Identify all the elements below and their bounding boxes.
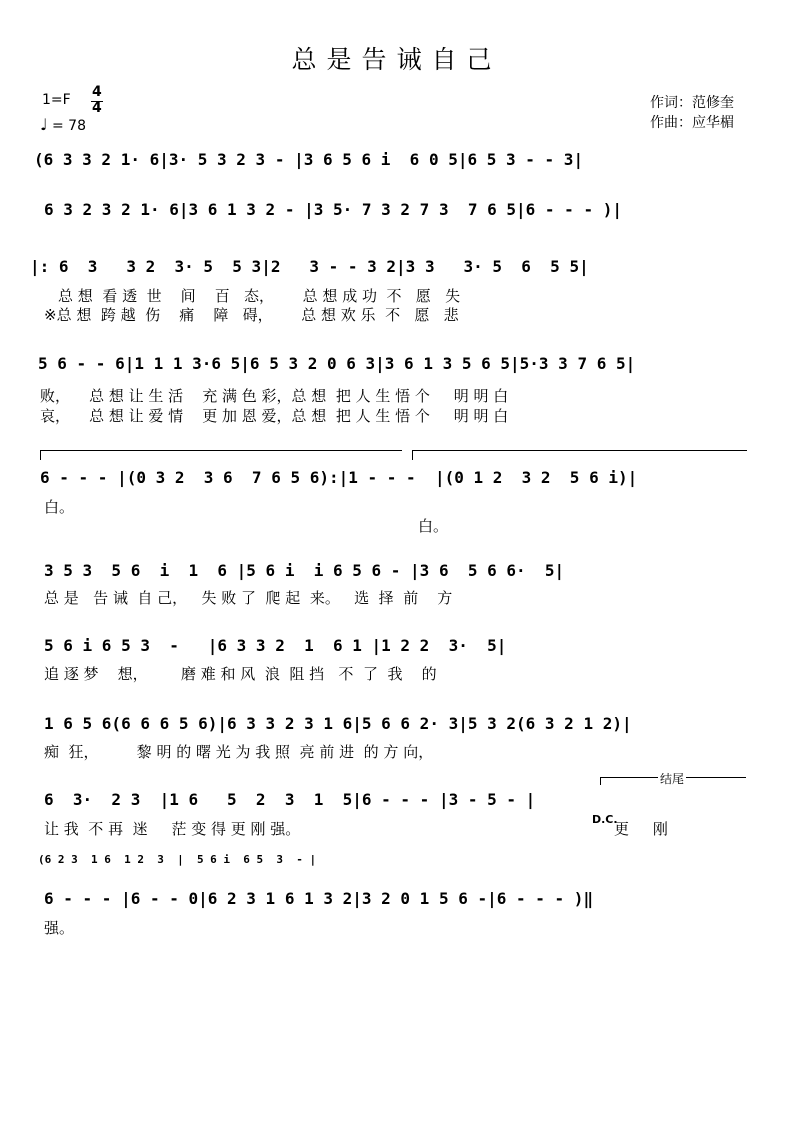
notation-row-8: 1 6 5 6(6 6 6 5 6)|6 3 3 2 3 1 6|5 6 6 2· 3|5 3 2(6 3 2 1 2)| [44, 714, 632, 733]
coda-label: 结尾 [660, 772, 685, 786]
notation-row-4: 5 6 - - 6|1 1 1 3·6 5|6 5 3 2 0 6 3|3 6 1 3 5 6 5|5·3 3 7 6 5| [38, 354, 636, 373]
first-ending-bracket-left [40, 450, 41, 460]
lyrics-row-6: 总 是 告 诫 自 己， 失 败 了 爬 起 来。 选 择 前 方 [44, 589, 453, 607]
time-signature-bottom: 4 [92, 100, 102, 116]
lyrics-row-8: 痴 狂， 黎 明 的 曙 光 为 我 照 亮 前 进 的 方 向， [44, 743, 434, 761]
dc-marking: D.C. [592, 813, 618, 826]
coda-lyrics: 更 刚 [614, 820, 668, 838]
lyrics-row-5-ending-2: 白。 [418, 517, 449, 535]
time-signature-top: 4 [92, 84, 102, 100]
lyrics-row-11: 强。 [44, 919, 75, 937]
lyrics-row-4-verse-2: 哀， 总 想 让 爱 情 更 加 恩 爱，总 想 把 人 生 悟 个 明 明 白 [40, 407, 509, 425]
first-ending-bracket [40, 450, 402, 451]
quarter-note-icon: ♩ [40, 115, 48, 134]
composer-credit: 作曲：应华楣 [650, 115, 734, 131]
second-ending-bracket-left [412, 450, 413, 460]
lyrics-row-7: 追 逐 梦 想， 磨 难 和 风 浪 阻 挡 不 了 我 的 [44, 665, 437, 683]
lyrics-row-4-verse-1: 败， 总 想 让 生 活 充 满 色 彩，总 想 把 人 生 悟 个 明 明 白 [40, 387, 509, 405]
tempo-marking: = 78 [52, 118, 86, 134]
notation-row-1: (6 3 3 2 1· 6|3· 5 3 2 3 - |3 6 5 6 i 6 0 5|6 5 3 - - 3| [34, 150, 584, 169]
notation-row-3: |: 6 3 3 2 3· 5 5 3|2 3 - - 3 2|3 3 3· 5 6 5 5| [30, 257, 589, 276]
notation-row-7: 5 6 i 6 5 3 - |6 3 3 2 1 6 1 |1 2 2 3· 5| [44, 636, 507, 655]
lyrics-row-5-ending-1: 白。 [44, 498, 75, 516]
lyrics-row-9: 让 我 不 再 迷 茫 变 得 更 刚 强。 [44, 820, 301, 838]
lyrics-row-3-verse-1: 总 想 看 透 世 间 百 态， 总 想 成 功 不 愿 失 [58, 287, 461, 305]
notation-row-10: (6 2 3 1 6 1 2 3 | 5 6 i 6 5 3 - | [38, 853, 317, 866]
notation-row-9: 6 3· 2 3 |1 6 5 2 3 1 5|6 - - - |3 - 5 - | [44, 790, 536, 809]
notation-row-5: 6 - - - |(0 3 2 3 6 7 6 5 6):|1 - - - |(0 1 2 3 2 5 6 i)| [40, 468, 638, 487]
page-title: 总是告诫自己 [291, 45, 502, 74]
notation-row-11: 6 - - - |6 - - 0|6 2 3 1 6 1 3 2|3 2 0 1 5 6 -|6 - - - )‖ [44, 889, 594, 908]
notation-row-2: 6 3 2 3 2 1· 6|3 6 1 3 2 - |3 5· 7 3 2 7 3 7 6 5|6 - - - )| [44, 200, 622, 219]
second-ending-bracket [412, 450, 747, 451]
lyrics-row-3-verse-2: ※总 想 跨 越 伤 痛 障 碍， 总 想 欢 乐 不 愿 悲 [44, 306, 459, 324]
coda-bracket-left [600, 777, 601, 785]
lyricist-credit: 作词：范修奎 [650, 95, 734, 111]
notation-row-6: 3 5 3 5 6 i 1 6 |5 6 i i 6 5 6 - |3 6 5 6 6· 5| [44, 561, 565, 580]
key-signature: 1=F [42, 92, 71, 108]
